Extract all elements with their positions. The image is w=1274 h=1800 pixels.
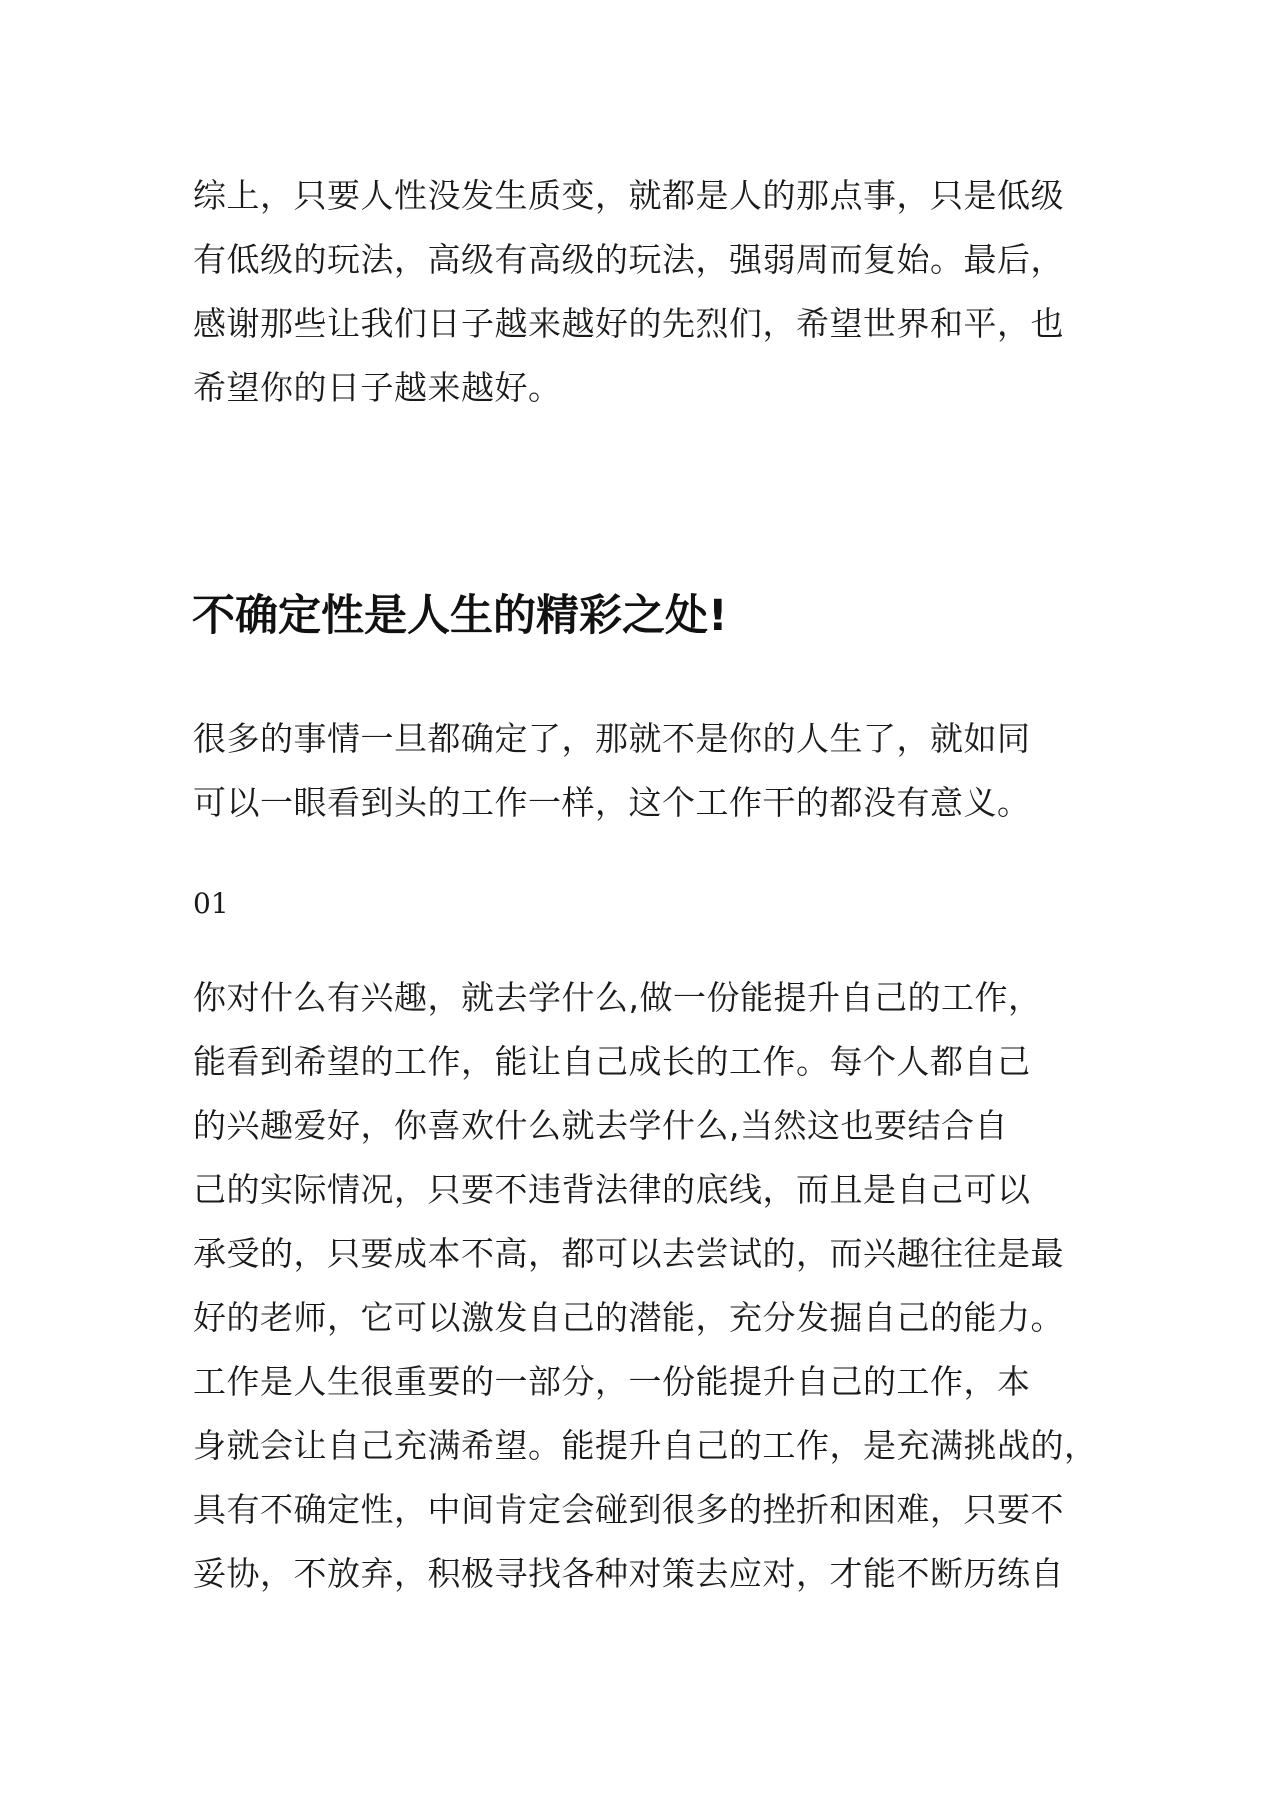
paragraph-conclusion xyxy=(193,164,1093,420)
text-line: 己的实际情况，只要不违背法律的底线，而且是自己可以 xyxy=(193,1170,1031,1209)
text-line: 的兴趣爱好，你喜欢什么就去学什么,当然这也要结合自 xyxy=(193,1106,1008,1145)
text-line: 具有不确定性，中间肯定会碰到很多的挫折和困难，只要不 xyxy=(193,1490,1064,1529)
text-line: 综上，只要人性没发生质变，就都是人的那点事，只是低级 xyxy=(193,176,1064,215)
text-line: 感谢那些让我们日子越来越好的先烈们，希望世界和平，也 xyxy=(193,304,1064,343)
text-line: 很多的事情一旦都确定了，那就不是你的人生了，就如同 xyxy=(193,719,1031,758)
text-line: 工作是人生很重要的一部分，一份能提升自己的工作，本 xyxy=(193,1362,1031,1401)
text-line: 好的老师，它可以激发自己的潜能，充分发掘自己的能力。 xyxy=(193,1298,1064,1337)
text-line: 能看到希望的工作，能让自己成长的工作。每个人都自己 xyxy=(193,1042,1031,1081)
text-line: 妥协，不放弃，积极寻找各种对策去应对，才能不断历练自 xyxy=(193,1554,1064,1593)
text-line: 有低级的玩法，高级有高级的玩法，强弱周而复始。最后， xyxy=(193,240,1064,279)
text-line: 可以一眼看到头的工作一样，这个工作干的都没有意义。 xyxy=(193,783,1031,822)
text-line: 你对什么有兴趣，就去学什么,做一份能提升自己的工作， xyxy=(193,978,1042,1017)
paragraph-body xyxy=(193,966,1098,1606)
text-line: 身就会让自己充满希望。能提升自己的工作，是充满挑战的， xyxy=(193,1426,1098,1465)
text-line: 希望你的日子越来越好。 xyxy=(193,368,562,407)
text-line: 承受的，只要成本不高，都可以去尝试的，而兴趣往往是最 xyxy=(193,1234,1064,1273)
section-number: 01 xyxy=(193,887,229,920)
paragraph-intro xyxy=(193,707,1093,835)
section-heading: 不确定性是人生的精彩之处! xyxy=(192,591,728,641)
